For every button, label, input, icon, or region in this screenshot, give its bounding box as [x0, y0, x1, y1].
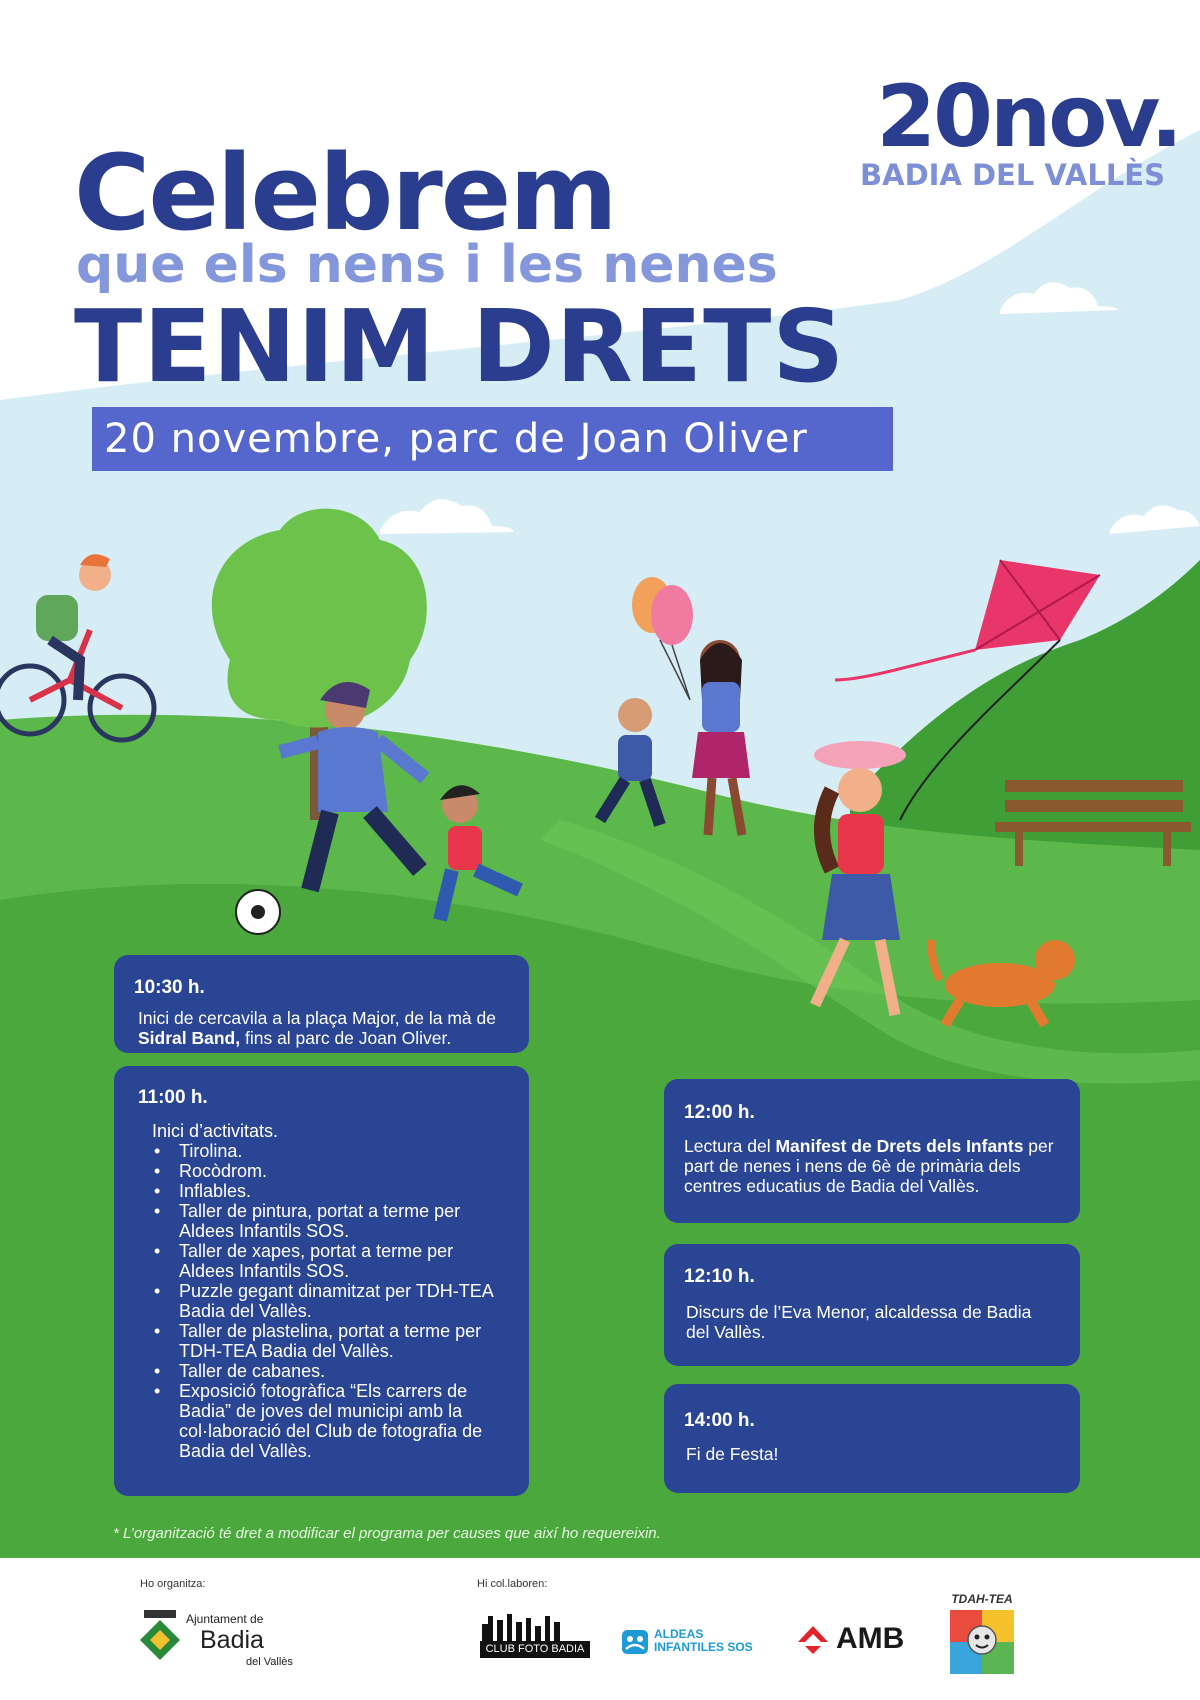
schedule-text: Fi de Festa! — [686, 1444, 779, 1464]
band-name: Sidral Band, — [138, 1028, 241, 1048]
municipal-crest-icon — [136, 1606, 184, 1676]
footer — [0, 1558, 1200, 1700]
skyline-icon — [480, 1610, 590, 1642]
activity-item: • Taller de cabanes. — [152, 1361, 507, 1381]
event-town: BADIA DEL VALLÈS — [860, 158, 1165, 192]
schedule-text — [134, 1008, 507, 1048]
ajuntament-badia-logo — [136, 1606, 293, 1676]
tdah-tea-text: TDAH-TEA — [951, 1592, 1013, 1606]
activity-item: • Inflables. — [152, 1181, 507, 1201]
amb-text: AMB — [836, 1622, 905, 1655]
activity-item: • Taller de pintura, portat a terme per Aldees Infantils SOS. — [152, 1201, 507, 1241]
schedule-text-part: Inici de cercavila a la plaça Major, de la mà de — [138, 1008, 496, 1028]
disclaimer-note: * L’organització té dret a modificar el programa per causes que així ho requereixin. — [113, 1525, 661, 1542]
activity-item: • Tirolina. — [152, 1141, 507, 1161]
schedule-box-1210 — [664, 1244, 1080, 1366]
schedule-box-1100 — [114, 1066, 529, 1496]
collaborators-label: Hi col.laboren: — [477, 1578, 548, 1590]
activities-intro: Inici d’activitats. — [152, 1121, 279, 1141]
tdah-tea-logo — [940, 1592, 1024, 1678]
title-celebrem: Celebrem — [74, 132, 616, 254]
organizer-line1: Ajuntament de — [186, 1612, 264, 1626]
activity-item: • Puzzle gegant dinamitzat per TDH-TEA Badia del Vallès. — [152, 1281, 507, 1321]
schedule-box-1400 — [664, 1384, 1080, 1493]
organizer-line3: del Vallès — [246, 1656, 293, 1668]
title-tenim-drets: TENIM DRETS — [74, 288, 846, 405]
subtitle-banner: 20 novembre, parc de Joan Oliver — [92, 407, 893, 471]
schedule-time: 10:30 h. — [134, 977, 205, 998]
organizer-line2: Badia — [200, 1626, 264, 1654]
organizer-label: Ho organitza: — [140, 1578, 206, 1590]
schedule-text: Discurs de l’Eva Menor, alcaldessa de Badia del Vallès. — [686, 1302, 1032, 1342]
title-nens-nenes: que els nens i les nenes — [76, 235, 778, 295]
club-foto-badia-logo — [480, 1610, 590, 1660]
club-foto-name: CLUB FOTO BADIA — [480, 1641, 590, 1658]
activity-item: • Exposició fotogràfica “Els carrers de Badia” de joves del municipi amb la col·laboració del Club de fotografia de Badia del Vallès. — [152, 1381, 507, 1461]
aldeas-line1: ALDEAS — [654, 1627, 704, 1641]
schedule-text — [684, 1136, 1058, 1196]
schedule-box-1030 — [114, 955, 529, 1053]
schedule-time: 12:10 h. — [684, 1266, 755, 1287]
schedule-box-1200 — [664, 1079, 1080, 1223]
activity-item: • Taller de plastelina, portat a terme per TDH-TEA Badia del Vallès. — [152, 1321, 507, 1361]
aldeas-infantiles-logo — [622, 1628, 762, 1658]
schedule-time: 12:00 h. — [684, 1102, 755, 1123]
schedule-time: 14:00 h. — [684, 1410, 755, 1431]
manifest-title: Manifest de Drets dels Infants — [775, 1136, 1024, 1156]
activity-item: • Rocòdrom. — [152, 1161, 507, 1181]
amb-icon — [796, 1622, 830, 1656]
aldeas-line2: INFANTILES SOS — [654, 1640, 753, 1654]
amb-logo — [796, 1620, 906, 1660]
aldeas-icon — [622, 1630, 648, 1654]
activities-list — [138, 1141, 507, 1461]
schedule-text-part: per part de nenes i nens de 6è de primària dels centres educatius de Badia del Vallès. — [684, 1136, 1054, 1196]
event-date: 20nov. — [876, 67, 1180, 167]
schedule-time: 11:00 h. — [138, 1087, 208, 1108]
activity-item: • Taller de xapes, portat a terme per Aldees Infantils SOS. — [152, 1241, 507, 1281]
schedule-text-part: fins al parc de Joan Oliver. — [240, 1028, 452, 1048]
schedule-text-part: Lectura del — [684, 1136, 776, 1156]
